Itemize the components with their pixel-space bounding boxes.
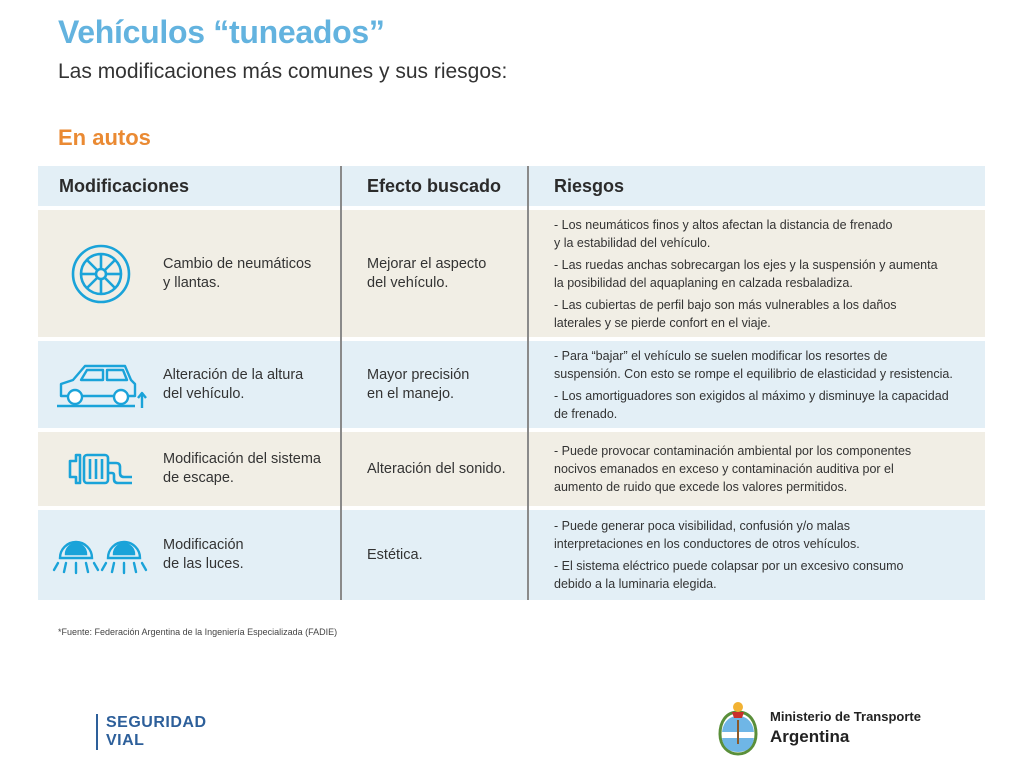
risk-item: - Puede generar poca visibilidad, confusión y/o malas interpretaciones en los conductores de otros vehículos. bbox=[554, 519, 860, 551]
modification-label: Alteración de la altura del vehículo. bbox=[163, 366, 304, 402]
risk-item: - Puede provocar contaminación ambiental por los componentes nocivos emanados en exceso y contaminación auditiva por el aumento de ruido que excede los valores permitidos. bbox=[554, 444, 912, 494]
footnote: *Fuente: Federación Argentina de la Ingeniería Especializada (FADIE) bbox=[58, 627, 338, 637]
effect-label: Alteración del sonido. bbox=[367, 460, 506, 477]
table-row bbox=[38, 210, 985, 337]
brand-line-2: VIAL bbox=[106, 732, 145, 749]
page-title: Vehículos “tuneados” bbox=[58, 14, 385, 50]
modification-label: Modificación del sistema de escape. bbox=[163, 451, 321, 486]
effect-label: Mayor precisión en el manejo. bbox=[367, 366, 470, 402]
risk-item: - Los neumáticos finos y altos afectan la distancia de frenado y la estabilidad del vehículo. bbox=[554, 217, 893, 250]
tire-icon bbox=[38, 243, 163, 305]
modifications-table bbox=[38, 166, 985, 604]
risks-cell bbox=[528, 432, 985, 506]
brand-line-1: SEGURIDAD bbox=[106, 714, 207, 731]
country-name: Argentina bbox=[770, 727, 850, 746]
page-subtitle: Las modificaciones más comunes y sus riesgos: bbox=[58, 60, 508, 83]
table-row bbox=[38, 341, 985, 428]
table-header-row bbox=[38, 166, 985, 206]
risk-item: - Las ruedas anchas sobrecargan los ejes y la suspensión y aumenta la posibilidad del aquaplaning en calzada resbaladiza. bbox=[554, 257, 938, 290]
risk-item: - El sistema eléctrico puede colapsar por un excesivo consumo debido a la luminaria elegida. bbox=[554, 559, 904, 591]
column-header-riesgos: Riesgos bbox=[554, 175, 625, 196]
modification-label: Cambio de neumáticos y llantas. bbox=[163, 255, 312, 291]
section-heading: En autos bbox=[58, 125, 151, 150]
argentina-coat-of-arms-icon bbox=[716, 698, 760, 758]
table-row bbox=[38, 510, 985, 600]
risk-item: - Los amortiguadores son exigidos al máximo y disminuye la capacidad de frenado. bbox=[554, 388, 949, 421]
headlights-icon bbox=[38, 530, 163, 580]
risk-item: - Las cubiertas de perfil bajo son más vulnerables a los daños laterales y se pierde confort en el viaje. bbox=[554, 297, 897, 330]
car-height-icon bbox=[38, 360, 163, 410]
modification-label: Modificación de las luces. bbox=[163, 537, 244, 572]
column-divider bbox=[527, 166, 529, 600]
ministry-name: Ministerio de Transporte bbox=[770, 709, 921, 724]
table-row bbox=[38, 432, 985, 506]
seguridad-vial-logo bbox=[96, 714, 207, 750]
risks-cell bbox=[528, 510, 985, 600]
ministry-logo bbox=[716, 698, 921, 758]
risks-cell bbox=[528, 210, 985, 337]
column-header-modificaciones: Modificaciones bbox=[59, 175, 190, 196]
effect-label: Mejorar el aspecto del vehículo. bbox=[367, 255, 487, 291]
exhaust-icon bbox=[38, 451, 163, 487]
risk-item: - Para “bajar” el vehículo se suelen modificar los resortes de suspensión. Con esto se rompe el equilibrio de elasticidad y resistencia. bbox=[554, 348, 953, 381]
effect-label: Estética. bbox=[367, 546, 423, 563]
risks-cell bbox=[528, 341, 985, 428]
column-header-efecto: Efecto buscado bbox=[367, 175, 502, 196]
column-divider bbox=[340, 166, 342, 600]
